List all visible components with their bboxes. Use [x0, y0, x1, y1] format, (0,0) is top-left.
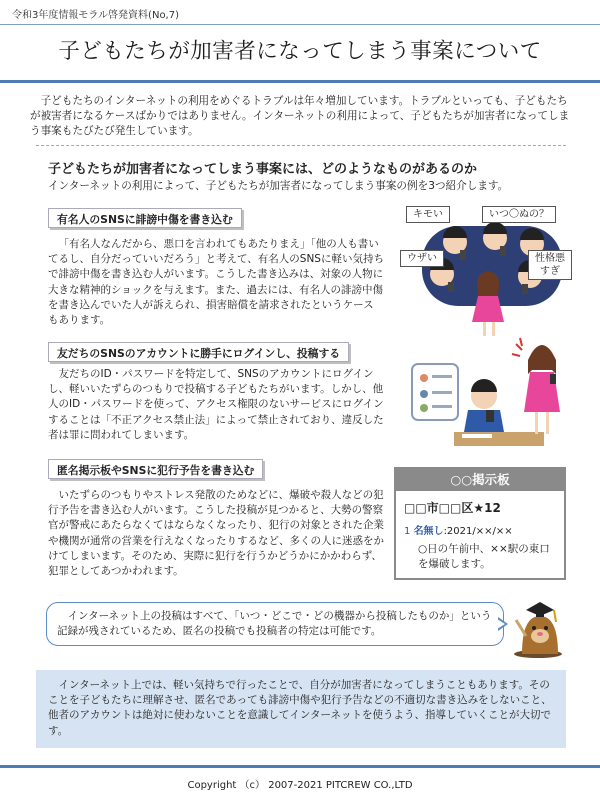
- intro-paragraph: 子どもたちのインターネットの利用をめぐるトラブルは年々増加しています。トラブルといっても、子どもたちが被害者になるケースばかりではありません。インターネットの利用によって、子どもたちが加害者になってしまう事案もたびたび発生しています。: [30, 95, 570, 137]
- case-2-body: 友だちのID・パスワードを特定して、SNSのアカウントにログインし、軽いいたずらのつもりで投稿する子どもたちがいます。しかし、他人のID・パスワードを使って、アクセス権限のないサービスにログインすることは「不正アクセス禁止法」によって禁止されており、違反した者は罪に問われてしまいます。: [48, 368, 384, 441]
- insult-tag-3: ウザい: [400, 250, 444, 267]
- case-3-body: いたずらのつもりやストレス発散のためなどに、爆破や殺人などの犯行予告を書き込む人がいます。こうした投稿が見つかると、大勢の警察官が警戒にあたらなくてはならなくなったり、犯行の対象とされた企業や機関が通常の営業を行えなくなったりするなど、多くの人に迷惑をかけてしまいます。そのため、実際に犯行を行うかどうかにかかわらず、犯罪としてあつかわれます。: [48, 489, 384, 578]
- summary-box: インターネット上では、軽い気持ちで行ったことで、自分が加害者になってしまうこともあります。そのことを子どもたちに理解させ、匿名であっても誹謗中傷や犯行予告などの不適切な書き込みをしないこと、他者のアカウントは絶対に使わないことを意識してインターネットを使うよう、指導していくことが大切です。: [36, 670, 566, 748]
- info-bubble: インターネット上の投稿はすべて、「いつ・どこで・どの機器から投稿したものか」という記録が残されているため、匿名の投稿でも投稿者の特定は可能です。: [46, 602, 504, 646]
- title-rule-top: [0, 24, 600, 25]
- section-lead: インターネットの利用によって、子どもたちが加害者になってしまう事案の例を3つ紹介します。: [48, 180, 509, 192]
- board-title: ○○掲示板: [396, 469, 564, 491]
- post-number: 1: [404, 526, 411, 537]
- case-3-title: 匿名掲示板やSNSに犯行予告を書き込む: [48, 459, 263, 479]
- mole-teacher-icon: [510, 596, 570, 658]
- section-heading: 子どもたちが加害者になってしまう事案には、どのようなものがあるのか: [48, 162, 478, 177]
- post-date: :2021/××/××: [443, 526, 513, 537]
- board-post-meta: [396, 516, 564, 537]
- case-2-title: 友だちのSNSのアカウントに勝手にログインし、投稿する: [48, 342, 349, 362]
- cyberbullying-illustration: [400, 204, 578, 338]
- page-title: 子どもたちが加害者になってしまう事案について: [58, 39, 542, 64]
- case-1-body: 「有名人なんだから、悪口を言われてもあたりまえ」「他の人も書いてるし、自分だっていいだろう」と考えて、有名人のSNSに軽い気持ちで誹謗中傷を書き込む人がいます。こうした書き込みは、対象の人物に大きな精神的ショックを与えます。また、過去には、有名人の誹謗中傷を書き込んでいた人が訴えられ、損害賠償を請求されたというケースもあります。: [48, 238, 384, 327]
- poster-name: 名無し: [413, 526, 444, 537]
- unauthorized-login-illustration: [404, 336, 574, 456]
- insult-tag-2: いつ〇ぬの？: [482, 206, 556, 223]
- section-divider: [36, 145, 566, 146]
- insult-tag-1: キモい: [406, 206, 450, 223]
- footer-rule: [0, 765, 600, 768]
- bulletin-board: [394, 467, 566, 580]
- copyright: Copyright （c） 2007-2021 PITCREW CO.,LTD: [187, 780, 413, 791]
- document-label: 令和3年度情報モラル啓発資料(No,7): [12, 10, 180, 21]
- case-1-title: 有名人のSNSに誹謗中傷を書き込む: [48, 208, 242, 228]
- board-post-message: ○日の午前中、××駅の東口を爆破します。: [418, 543, 550, 570]
- insult-tag-4: 性格悪すぎ: [528, 250, 572, 280]
- board-thread-title: □□市□□区★12: [404, 501, 501, 515]
- title-rule-bottom: [0, 80, 600, 83]
